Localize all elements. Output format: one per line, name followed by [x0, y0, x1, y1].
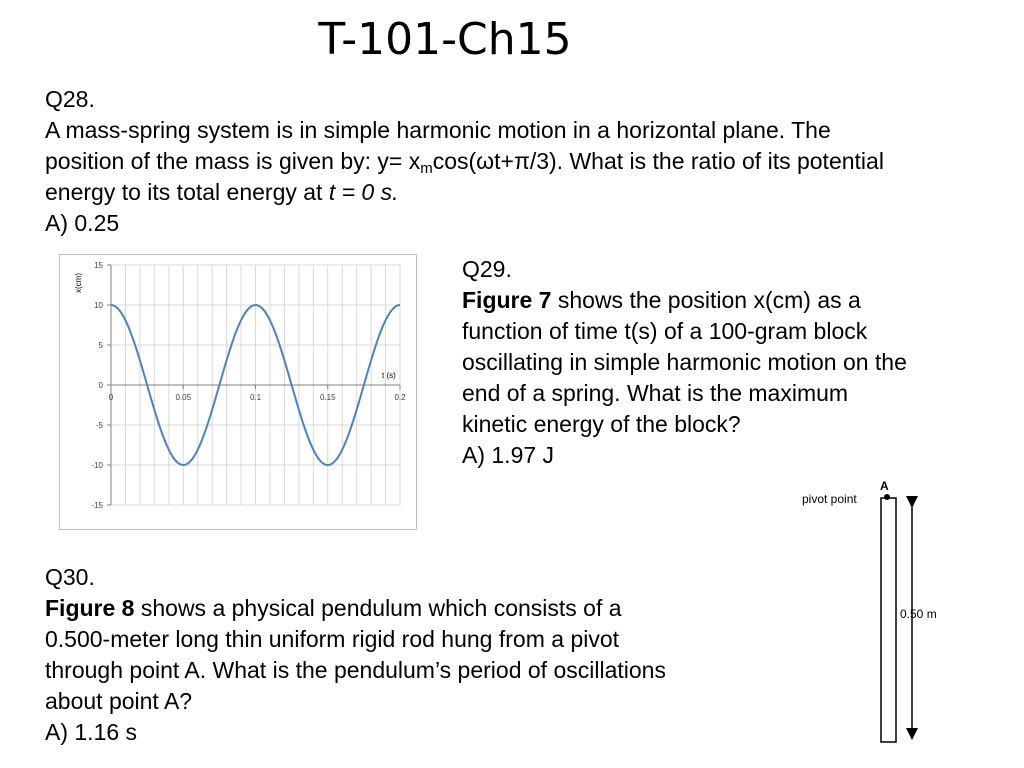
x-axis-label: t (s): [382, 371, 396, 380]
pivot-dot: [884, 494, 890, 500]
y-tick-label: 10: [94, 301, 103, 310]
q29-label: Q29.: [462, 256, 512, 282]
figure-8-pendulum: [790, 476, 970, 748]
q29-text-line1: [462, 285, 982, 316]
q29-text-line5: kinetic energy of the block?: [462, 411, 741, 437]
q28-text-line2-a: position of the mass is given by: y= x: [45, 148, 421, 174]
x-tick-label: 0.15: [319, 393, 336, 402]
page-title: T-101-Ch15: [318, 14, 572, 65]
chart-svg: [59, 254, 417, 530]
q30-answer: A) 1.16 s: [45, 719, 138, 745]
chart-frame: [60, 255, 417, 530]
x-tick-label: 0.1: [249, 393, 262, 402]
q29-text-line3: oscillating in simple harmonic motion on the: [462, 349, 907, 375]
x-tick-label: 0.2: [394, 393, 406, 402]
q28-label: Q28.: [45, 86, 95, 112]
question-q30: [45, 562, 765, 748]
q30-text-line4: about point A?: [45, 688, 193, 714]
q28-text-line2: [45, 146, 995, 177]
q30-figure-ref: Figure 8: [45, 595, 135, 621]
q28-text-line3: [45, 177, 995, 208]
y-tick-label: -15: [91, 501, 103, 510]
q28-text-line2-b: cos(ωt+π/3). What is the ratio of its potential: [432, 148, 884, 174]
pivot-point-label: pivot point: [802, 492, 857, 506]
q28-text-line3-a: energy to its total energy at: [45, 179, 329, 205]
question-q28: [45, 84, 995, 239]
q28-text-line1: A mass-spring system is in simple harmonic motion in a horizontal plane. The: [45, 117, 831, 143]
x-tick-label: 0.05: [175, 393, 192, 402]
y-tick-label: 5: [98, 341, 103, 350]
y-axis-label: x(cm): [74, 273, 83, 293]
q28-subscript: m: [420, 160, 433, 177]
y-tick-label: -5: [95, 421, 103, 430]
x-tick-label: 0: [108, 393, 114, 402]
q30-text-line1: [45, 593, 765, 624]
q29-text-line1-rest: shows the position x(cm) as a: [551, 287, 861, 313]
question-q29: [462, 254, 982, 471]
length-label: 0.50 m: [900, 607, 937, 621]
point-a-label: A: [880, 479, 889, 493]
q30-text-line1-rest: shows a physical pendulum which consists of a: [134, 595, 622, 621]
q30-text-line3: through point A. What is the pendulum’s period of oscillations: [45, 657, 666, 683]
figure-7-chart: [59, 254, 417, 530]
y-tick-label: -10: [91, 461, 103, 470]
pendulum-svg: [790, 476, 970, 748]
q30-label: Q30.: [45, 564, 95, 590]
q30-text-line2: 0.500-meter long thin uniform rigid rod hung from a pivot: [45, 626, 620, 652]
y-tick-label: 0: [98, 381, 103, 390]
q29-figure-ref: Figure 7: [462, 287, 552, 313]
q28-answer: A) 0.25: [45, 210, 120, 236]
q29-answer: A) 1.97 J: [462, 442, 555, 468]
q29-text-line4: end of a spring. What is the maximum: [462, 380, 849, 406]
q29-text-line2: function of time t(s) of a 100-gram block: [462, 318, 868, 344]
q28-time-value: t = 0 s.: [328, 179, 399, 205]
rigid-rod: [881, 498, 896, 742]
y-tick-label: 15: [94, 261, 103, 270]
